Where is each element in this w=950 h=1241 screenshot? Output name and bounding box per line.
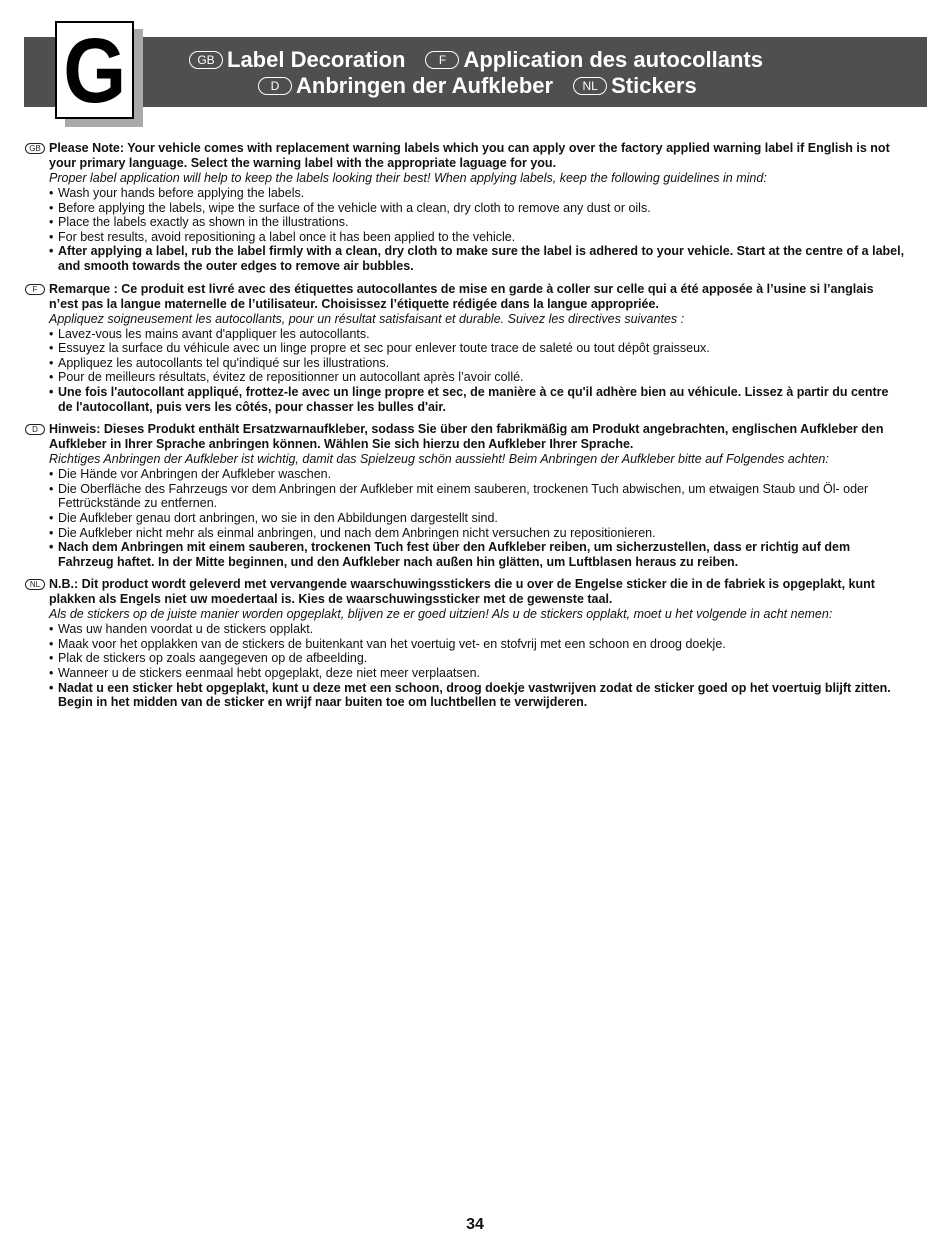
title-text-gb: Label Decoration — [227, 47, 406, 72]
section-badge-f: F — [25, 284, 45, 295]
language-badge-nl: NL — [573, 77, 607, 95]
list-item: • Die Hände vor Anbringen der Aufkleber waschen. — [49, 467, 905, 482]
title-line-2 — [258, 73, 697, 99]
list-item: • Die Aufkleber genau dort anbringen, wo sie in den Abbildungen dargestellt sind. — [49, 511, 905, 526]
title-f — [425, 47, 762, 73]
list-item: • Une fois l'autocollant appliqué, frottez-le avec un linge propre et sec, de manière à ce qu'il adhère bien au véhicule. Lissez à partir du centre de l'autocollant, puis vers les côtés, pour chasser les bulles d'air. — [49, 385, 905, 414]
list-item: • Nadat u een sticker hebt opgeplakt, kunt u deze met een schoon, droog doekje vastwrijven zodat de sticker goed op het voertuig blijft zitten. Begin in het midden van de sticker en wrijf naar buiten toe om luchtbellen te verwijderen. — [49, 681, 905, 710]
list-item: • Lavez-vous les mains avant d'appliquer les autocollants. — [49, 327, 905, 342]
list-item: • Nach dem Anbringen mit einem sauberen, trockenen Tuch fest über den Aufkleber reiben, um sicherzustellen, dass er richtig auf dem Fahrzeug haftet. In der Mitte beginnen, und den Aufkleber nach außen hin glätten, um Luftblasen heraus zu reiben. — [49, 540, 905, 569]
title-nl — [573, 73, 697, 99]
instructions-content — [25, 141, 905, 718]
section-gb — [25, 141, 905, 274]
list-item: • Plak de stickers op zoals aangegeven op de afbeelding. — [49, 651, 905, 666]
page-number: 34 — [466, 1216, 484, 1233]
section-d — [25, 422, 905, 569]
bullet-list-d — [49, 467, 905, 569]
list-item: • Wash your hands before applying the labels. — [49, 186, 905, 201]
title-text-d: Anbringen der Aufkleber — [296, 73, 554, 98]
section-note-f: Appliquez soigneusement les autocollants, pour un résultat satisfaisant et durable. Suivez les directives suivantes : — [49, 311, 685, 326]
list-item: • Wanneer u de stickers eenmaal hebt opgeplakt, deze niet meer verplaatsen. — [49, 666, 905, 681]
list-item: • Die Aufkleber nicht mehr als einmal anbringen, und nach dem Anbringen nicht versuchen zu repositionieren. — [49, 526, 905, 541]
list-item: • Before applying the labels, wipe the surface of the vehicle with a clean, dry cloth to remove any dust or oils. — [49, 201, 905, 216]
title-gb — [189, 47, 405, 73]
title-text-nl: Stickers — [611, 73, 697, 98]
list-item: • Was uw handen voordat u de stickers opplakt. — [49, 622, 905, 637]
language-badge-gb: GB — [189, 51, 223, 69]
language-badge-d: D — [258, 77, 292, 95]
list-item: • Die Oberfläche des Fahrzeugs vor dem Anbringen der Aufkleber mit einem sauberen, trockenen Tuch abwischen, um etwaigen Staub und Öl- oder Fettrückstände zu entfernen. — [49, 482, 905, 511]
language-badge-f: F — [425, 51, 459, 69]
section-badge-nl: NL — [25, 579, 45, 590]
list-item: • Appliquez les autocollants tel qu'indiqué sur les illustrations. — [49, 356, 905, 371]
list-item: • After applying a label, rub the label firmly with a clean, dry cloth to make sure the label is adhered to your vehicle. Start at the centre of a label, and smooth towards the outer edges to remove air bubbles. — [49, 244, 905, 273]
section-note-gb: Proper label application will help to keep the labels looking their best! When applying labels, keep the following guidelines in mind: — [49, 171, 767, 185]
bullet-list-nl — [49, 622, 905, 710]
title-d — [258, 73, 553, 99]
section-letter: G — [63, 20, 126, 122]
section-nl — [25, 577, 905, 710]
section-intro-gb: Please Note: Your vehicle comes with replacement warning labels which you can apply over the factory applied warning label if English is not your primary language. Select the warning label with the appropriate laguage for you. — [49, 141, 890, 170]
title-text-f: Application des autocollants — [463, 47, 763, 72]
bullet-list-f — [49, 327, 905, 415]
list-item: • For best results, avoid repositioning a label once it has been applied to the vehicle. — [49, 230, 905, 245]
bullet-list-gb — [49, 186, 905, 274]
section-intro-nl: N.B.: Dit product wordt geleverd met vervangende waarschuwingsstickers die u over de Engelse sticker die in de fabriek is opgeplakt, kunt plakken als Engels niet uw moedertaal is. Kies de waarschuwingssticker met de gewenste taal. — [49, 577, 875, 607]
section-letter-box — [55, 20, 134, 122]
section-badge-gb: GB — [25, 143, 45, 154]
section-f — [25, 282, 905, 415]
section-note-nl: Als de stickers op de juiste manier worden opgeplakt, blijven ze er goed uitzien! Als u de stickers opplakt, moet u het volgende in acht nemen: — [49, 607, 833, 622]
list-item: • Maak voor het opplakken van de stickers de buitenkant van het voertuig vet- en stofvrij met een schoon en droog doekje. — [49, 637, 905, 652]
section-intro-d: Hinweis: Dieses Produkt enthält Ersatzwarnaufkleber, sodass Sie über den fabrikmäßig am Produkt angebrachten, englischen Aufkleber den Aufkleber in Ihrer Sprache anbringen können. Wählen Sie sich hierzu den Aufkleber Ihrer Sprache. — [49, 422, 884, 452]
section-badge-d: D — [25, 424, 45, 435]
list-item: • Essuyez la surface du véhicule avec un linge propre et sec pour enlever toute trace de saleté ou tout dépôt graisseux. — [49, 341, 905, 356]
section-note-d: Richtiges Anbringen der Aufkleber ist wichtig, damit das Spielzeug schön aussieht! Beim Anbringen der Aufkleber bitte auf Folgendes achten: — [49, 452, 829, 467]
section-intro-f: Remarque : Ce produit est livré avec des étiquettes autocollantes de mise en garde à coller sur celle qui a été apposée à l’usine si l’anglais n’est pas la langue maternelle de l’utilisateur. Choisissez l’étiquette rédigée dans la langue appropriée. — [49, 281, 874, 311]
list-item: • Place the labels exactly as shown in the illustrations. — [49, 215, 905, 230]
title-line-1 — [189, 47, 763, 73]
list-item: • Pour de meilleurs résultats, évitez de repositionner un autocollant après l’avoir collé. — [49, 370, 905, 385]
